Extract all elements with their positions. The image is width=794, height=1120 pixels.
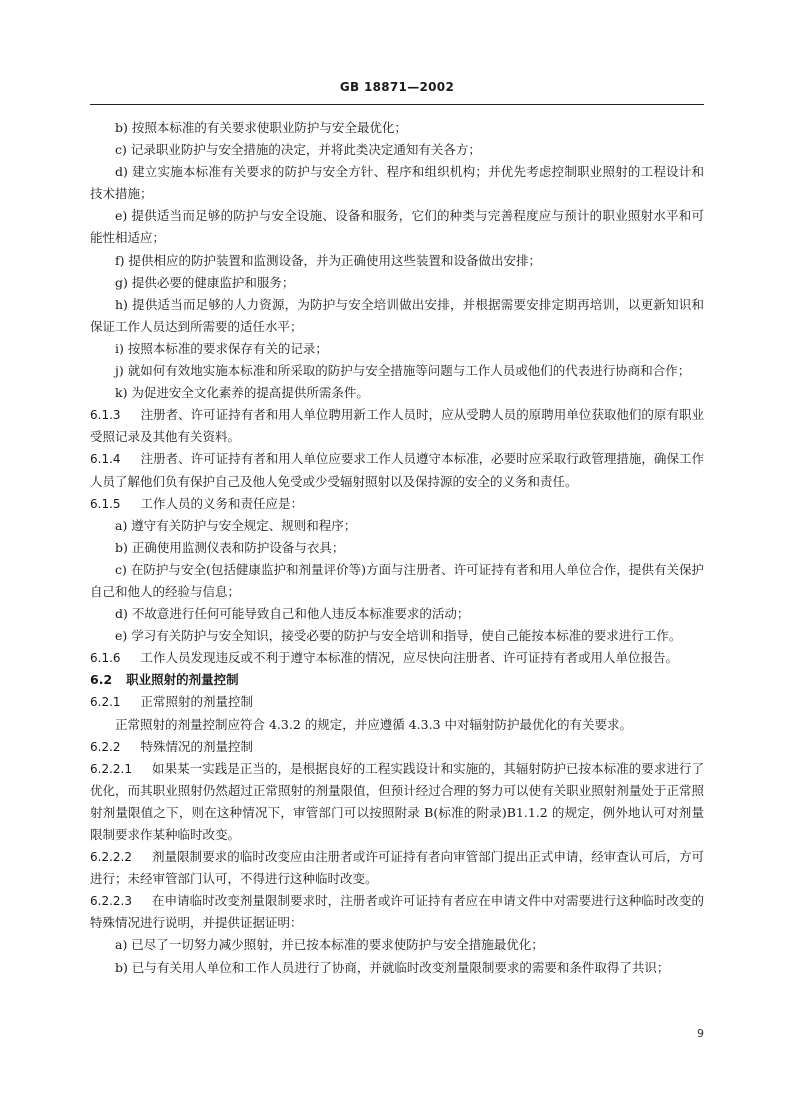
section-number: 6.2 xyxy=(90,672,113,688)
clause-number: 6.1.4 xyxy=(90,452,121,467)
clause-number: 6.1.3 xyxy=(90,408,121,423)
clause-number: 6.2.2.2 xyxy=(90,850,132,865)
clause-paragraph xyxy=(90,493,704,515)
header-rule xyxy=(90,104,704,105)
clause-number: 6.1.6 xyxy=(90,651,121,666)
list-item: b) 已与有关用人单位和工作人员进行了协商，并就临时改变剂量限制要求的需要和条件取得了共识； xyxy=(115,959,670,975)
list-item: f) 提供相应的防护装置和监测设备，并为正确使用这些装置和设备做出安排； xyxy=(115,252,541,268)
clause-text: 工作人员发现违反或不利于遵守本标准的情况，应尽快向注册者、许可证持有者或用人单位报告。 xyxy=(140,650,679,666)
list-item: k) 为促进安全文化素养的提高提供所需条件。 xyxy=(115,385,369,401)
clause-number: 6.2.1 xyxy=(90,695,121,710)
clause-number: 6.2.2 xyxy=(90,739,121,754)
clause-text: 工作人员的义务和责任应是： xyxy=(140,495,304,511)
list-item: j) 就如何有效地实施本标准和所采取的防护与安全措施等问题与工作人员或他们的代表进行协商和合作； xyxy=(115,363,691,379)
clause-text: 注册者、许可证持有者和用人单位应要求工作人员遵守本标准，必要时应采取行政管理措施，确保工作人员了解他们负有保护自己及他人免受或少受辐射照射以及保持源的安全的义务和责任。 xyxy=(90,451,704,489)
clause-text: 特殊情况的剂量控制 xyxy=(140,738,254,754)
list-item: c) 记录职业防护与安全措施的决定，并将此类决定通知有关各方； xyxy=(115,142,481,158)
list-item: b) 正确使用监测仪表和防护设备与衣具； xyxy=(115,539,345,555)
clause-text: 正常照射的剂量控制 xyxy=(140,694,254,710)
document-body xyxy=(90,117,704,979)
clause-text: 剂量限制要求的临时改变应由注册者或许可证持有者向审管部门提出正式申请，经审查认可后，方可进行；未经审管部门认可，不得进行这种临时改变。 xyxy=(90,849,704,887)
section-title: 职业照射的剂量控制 xyxy=(126,672,239,688)
clause-paragraph xyxy=(90,691,704,713)
list-item: i) 按照本标准的要求保存有关的记录； xyxy=(115,340,328,356)
list-item: a) 遵守有关防护与安全规定、规则和程序； xyxy=(115,517,357,533)
clause-paragraph xyxy=(90,846,704,890)
body-paragraph: 正常照射的剂量控制应符合 4.3.2 的规定，并应遵循 4.3.3 中对辐射防护最优化的有关要求。 xyxy=(115,716,633,732)
clause-paragraph xyxy=(90,448,704,492)
list-item: e) 提供适当而足够的防护与安全设施、设备和服务，它们的种类与完善程度应与预计的职业照射水平和可能性相适应； xyxy=(90,208,704,246)
list-item: e) 学习有关防护与安全知识，接受必要的防护与安全培训和指导，使自己能按本标准的要求进行工作。 xyxy=(115,628,682,644)
clause-text: 如果某一实践是正当的，是根据良好的工程实践设计和实施的，其辐射防护已按本标准的要求进行了优化，而其职业照射仍然超过正常照射的剂量限值，但预计经过合理的努力可以使有关职业照射剂量处于正常照射剂量限值之下，则在这种情况下，审管部门可以按照附录 B(标准的附录)B1.1.2 的规定，例外地认可对剂量限制要求作某种临时改变。 xyxy=(90,760,704,842)
list-item: b) 按照本标准的有关要求使职业防护与安全最优化； xyxy=(115,120,407,135)
clause-paragraph xyxy=(90,404,704,448)
clause-paragraph xyxy=(90,758,704,846)
page-number: 9 xyxy=(697,1027,704,1040)
list-item: c) 在防护与安全(包括健康监护和剂量评价等)方面与注册者、许可证持有者和用人单位合作，提供有关保护自己和他人的经验与信息； xyxy=(90,561,704,599)
clause-number: 6.2.2.1 xyxy=(90,761,132,776)
clause-paragraph xyxy=(90,647,704,669)
list-item: g) 提供必要的健康监护和服务； xyxy=(115,274,295,290)
list-item: a) 已尽了一切努力减少照射，并已按本标准的要求使防护与安全措施最优化； xyxy=(115,937,544,953)
clause-paragraph xyxy=(90,736,704,758)
clause-text: 注册者、许可证持有者和用人单位聘用新工作人员时，应从受聘人员的原聘用单位获取他们的原有职业受照记录及其他有关资料。 xyxy=(90,407,704,445)
clause-number: 6.1.5 xyxy=(90,496,121,511)
clause-text: 在申请临时改变剂量限制要求时，注册者或许可证持有者应在申请文件中对需要进行这种临时改变的特殊情况进行说明，并提供证据证明： xyxy=(90,893,704,931)
list-item: h) 提供适当而足够的人力资源，为防护与安全培训做出安排，并根据需要安排定期再培训，以更新知识和保证工作人员达到所需要的适任水平； xyxy=(90,296,704,334)
list-item: d) 不故意进行任何可能导致自己和他人违反本标准要求的活动； xyxy=(115,606,470,622)
clause-paragraph xyxy=(90,890,704,934)
standard-header: GB 18871—2002 xyxy=(339,80,455,94)
section-heading xyxy=(90,669,704,691)
clause-number: 6.2.2.3 xyxy=(90,894,132,909)
list-item: d) 建立实施本标准有关要求的防护与安全方针、程序和组织机构；并优先考虑控制职业照射的工程设计和技术措施； xyxy=(90,164,704,202)
